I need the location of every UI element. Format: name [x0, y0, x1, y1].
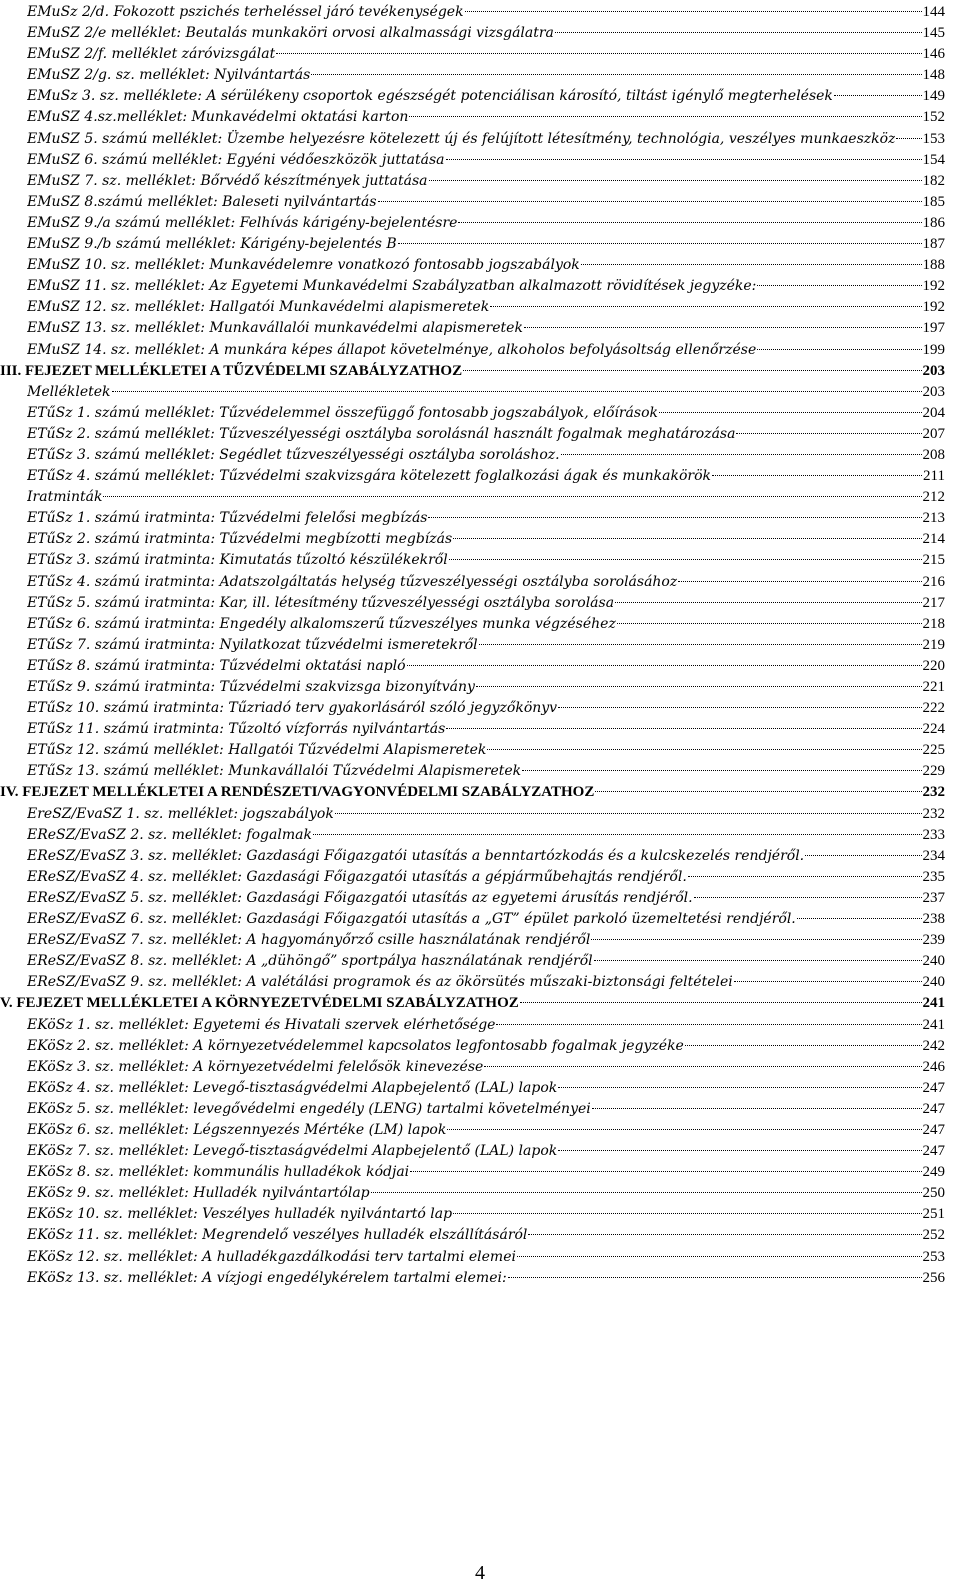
toc-entry-page: 211 — [923, 468, 945, 485]
toc-entry[interactable] — [27, 107, 945, 128]
toc-entry[interactable] — [27, 318, 945, 339]
dot-leader — [276, 53, 921, 54]
toc-entry-title: EKöSz 3. sz. melléklet: A környezetvédelmi felelősök kinevezése — [27, 1058, 484, 1075]
toc-entry-title: EMuSZ 8.számú melléklet: Baleseti nyilvántartás — [27, 193, 377, 210]
dot-leader — [688, 876, 922, 877]
toc-entry-title: ETűSz 2. számú melléklet: Tűzveszélyességi osztályba sorolásnál használt fogalmak meghatározása — [27, 425, 736, 442]
toc-entry-title: EKöSz 8. sz. melléklet: kommunális hulladékok kódjai — [27, 1164, 410, 1181]
dot-leader — [447, 1129, 921, 1130]
toc-entry-page: 239 — [922, 932, 945, 949]
dot-leader — [490, 306, 921, 307]
toc-entry-page: 197 — [922, 320, 945, 337]
dot-leader — [520, 1002, 922, 1003]
toc-chapter-heading[interactable] — [0, 361, 945, 382]
toc-entry-title: EMuSZ 14. sz. melléklet: A munkára képes állapot követelménye, alkoholos befolyásoltság ellenőrzése — [27, 341, 757, 358]
toc-entry-title: ETűSz 1. számú iratminta: Tűzvédelmi felelősi megbízás — [27, 510, 428, 527]
toc-entry-title: EMuSZ 6. számú melléklet: Egyéni védőeszközök juttatása — [27, 151, 445, 168]
toc-entry-page: 188 — [922, 257, 945, 274]
toc-entry-page: 153 — [922, 130, 945, 147]
toc-entry-title: EMuSZ 2/f. melléklet záróvizsgálat — [27, 46, 276, 63]
dot-leader — [558, 707, 921, 708]
toc-entry[interactable] — [27, 1036, 945, 1057]
toc-entry[interactable] — [27, 297, 945, 318]
toc-entry[interactable] — [27, 129, 945, 150]
toc-entry-title: ETűSz 10. számú iratminta: Tűzriadó terv gyakorlásáról szóló jegyzőkönyv — [27, 700, 558, 717]
dot-leader — [678, 581, 921, 582]
toc-entry-page: 247 — [922, 1079, 945, 1096]
toc-entry[interactable] — [27, 86, 945, 107]
toc-entry-title: EMuSz 2/d. Fokozott pszichés terheléssel járó tevékenységek — [27, 4, 464, 20]
toc-entry[interactable] — [27, 340, 945, 361]
table-of-contents — [0, 2, 945, 1289]
toc-entry-title: EKöSz 10. sz. melléklet: Veszélyes hulladék nyilvántartó lap — [27, 1206, 453, 1223]
dot-leader — [594, 960, 922, 961]
toc-entry[interactable] — [27, 909, 945, 930]
dot-leader — [313, 834, 922, 835]
toc-entry[interactable] — [27, 867, 945, 888]
toc-entry-title: IV. FEJEZET MELLÉKLETEI A RENDÉSZETI/VAGYONVÉDELMI SZABÁLYZATHOZ — [0, 784, 595, 801]
toc-entry-page: 250 — [922, 1185, 945, 1202]
toc-entry[interactable] — [27, 150, 945, 171]
toc-entry[interactable] — [27, 1225, 945, 1246]
toc-entry-page: 240 — [922, 953, 945, 970]
toc-entry-page: 149 — [922, 88, 945, 105]
toc-entry-page: 148 — [922, 67, 945, 84]
toc-entry-title: EKöSz 2. sz. melléklet: A környezetvédelemmel kapcsolatos legfontosabb fogalmak jegyzéke — [27, 1037, 684, 1054]
toc-entry-title: Iratminták — [27, 489, 103, 506]
toc-entry-page: 216 — [922, 573, 945, 590]
toc-entry-page: 249 — [922, 1164, 945, 1181]
toc-entry[interactable] — [27, 445, 945, 466]
toc-entry-title: EMuSz 3. sz. melléklete: A sérülékeny csoportok egészségét potenciálisan károsító, tiltást igénylő megterhelések — [27, 88, 833, 105]
dot-leader — [479, 644, 922, 645]
toc-entry-page: 247 — [922, 1121, 945, 1138]
toc-entry[interactable] — [27, 1141, 945, 1162]
toc-entry-title: ETűSz 7. számú iratminta: Nyilatkozat tűzvédelmi ismeretekről — [27, 636, 478, 653]
dot-leader — [446, 728, 921, 729]
dot-leader — [496, 1024, 921, 1025]
toc-entry-title: EKöSz 5. sz. melléklet: levegővédelmi engedély (LENG) tartalmi követelményei — [27, 1100, 591, 1117]
toc-entry-page: 234 — [922, 847, 945, 864]
dot-leader — [685, 1045, 922, 1046]
toc-entry[interactable] — [27, 698, 945, 719]
toc-entry[interactable] — [27, 1120, 945, 1141]
toc-entry[interactable] — [27, 1162, 945, 1183]
toc-entry-page: 251 — [922, 1206, 945, 1223]
toc-entry[interactable] — [27, 804, 945, 825]
toc-entry-page: 203 — [922, 362, 945, 379]
dot-leader — [896, 138, 921, 139]
toc-entry-page: 238 — [922, 911, 945, 928]
dot-leader — [112, 391, 922, 392]
toc-entry-page: 186 — [922, 214, 945, 231]
toc-entry-page: 222 — [922, 700, 945, 717]
dot-leader — [555, 32, 922, 33]
toc-entry-page: 256 — [922, 1269, 945, 1286]
toc-entry[interactable] — [27, 508, 945, 529]
toc-entry-title: EKöSz 11. sz. melléklet: Megrendelő veszélyes hulladék elszállításáról — [27, 1227, 528, 1244]
toc-entry-title: EKöSz 7. sz. melléklet: Levegő-tisztaságvédelmi Alapbejelentő (LAL) lapok — [27, 1143, 558, 1160]
toc-entry-page: 212 — [922, 489, 945, 506]
toc-entry-title: EKöSz 1. sz. melléklet: Egyetemi és Hivatali szervek elérhetősége — [27, 1016, 496, 1033]
dot-leader — [476, 686, 922, 687]
toc-entry-title: ETűSz 12. számú melléklet: Hallgatói Tűzvédelmi Alapismeretek — [27, 742, 487, 759]
toc-entry[interactable] — [27, 635, 945, 656]
dot-leader — [595, 791, 921, 792]
toc-entry-page: 229 — [922, 763, 945, 780]
toc-entry[interactable] — [27, 382, 945, 403]
dot-leader — [398, 243, 922, 244]
toc-entry-page: 220 — [922, 657, 945, 674]
toc-entry-page: 154 — [922, 151, 945, 168]
dot-leader — [446, 159, 922, 160]
dot-leader — [484, 1066, 921, 1067]
toc-entry[interactable] — [27, 65, 945, 86]
toc-entry-title: ETűSz 8. számú iratminta: Tűzvédelmi oktatási napló — [27, 657, 406, 674]
page-number: 4 — [475, 1562, 485, 1584]
toc-entry-page: 182 — [922, 172, 945, 189]
toc-entry[interactable] — [27, 466, 945, 487]
toc-entry[interactable] — [27, 951, 945, 972]
dot-leader — [558, 1150, 921, 1151]
toc-entry-page: 204 — [922, 404, 945, 421]
toc-entry[interactable] — [27, 171, 945, 192]
toc-entry-page: 246 — [922, 1058, 945, 1075]
dot-leader — [615, 602, 921, 603]
dot-leader — [797, 918, 922, 919]
toc-entry-title: EKöSz 12. sz. melléklet: A hulladékgazdálkodási terv tartalmi elemei — [27, 1248, 516, 1265]
toc-entry-title: EMuSZ 4.sz.melléklet: Munkavédelmi oktatási karton — [27, 109, 409, 126]
toc-entry[interactable] — [27, 234, 945, 255]
dot-leader — [694, 897, 922, 898]
dot-leader — [617, 623, 922, 624]
toc-entry-page: 203 — [922, 383, 945, 400]
dot-leader — [409, 116, 921, 117]
dot-leader — [428, 517, 921, 518]
dot-leader — [335, 813, 922, 814]
toc-entry[interactable] — [27, 614, 945, 635]
toc-entry-title: ETűSz 5. számú iratminta: Kar, ill. létesítmény tűzveszélyességi osztályba sorolása — [27, 594, 615, 611]
dot-leader — [561, 454, 922, 455]
toc-entry-title: EMuSZ 2/g. sz. melléklet: Nyilvántartás — [27, 67, 311, 84]
toc-entry-page: 242 — [922, 1037, 945, 1054]
toc-entry-page: 192 — [922, 278, 945, 295]
toc-entry-title: EMuSZ 9./b számú melléklet: Kárigény-bejelentés B — [27, 236, 397, 253]
toc-entry-title: EKöSz 4. sz. melléklet: Levegő-tisztaságvédelmi Alapbejelentő (LAL) lapok — [27, 1079, 558, 1096]
toc-entry-page: 152 — [922, 109, 945, 126]
dot-leader — [465, 11, 922, 12]
dot-leader — [736, 433, 921, 434]
toc-entry[interactable] — [27, 1078, 945, 1099]
toc-entry-page: 241 — [922, 995, 945, 1012]
toc-entry-page: 192 — [922, 299, 945, 316]
dot-leader — [487, 749, 921, 750]
toc-entry[interactable] — [27, 1099, 945, 1120]
dot-leader — [453, 538, 921, 539]
toc-entry-title: EReSZ/EvaSZ 5. sz. melléklet: Gazdasági Főigazgatói utasítás az egyetemi árusítás rendjéről. — [27, 889, 693, 906]
toc-entry-page: 233 — [922, 826, 945, 843]
toc-entry[interactable] — [27, 1204, 945, 1225]
dot-leader — [508, 1277, 922, 1278]
toc-entry[interactable] — [27, 487, 945, 508]
dot-leader — [524, 327, 922, 328]
dot-leader — [458, 222, 921, 223]
toc-entry-title: EReSZ/EvaSZ 7. sz. melléklet: A hagyományőrző csille használatának rendjéről — [27, 932, 591, 949]
toc-entry-title: ETűSz 6. számú iratminta: Engedély alkalomszerű tűzveszélyes munka végzéséhez — [27, 615, 616, 632]
toc-entry-title: EMuSZ 12. sz. melléklet: Hallgatói Munkavédelmi alapismeretek — [27, 299, 490, 316]
toc-entry[interactable] — [27, 972, 945, 993]
toc-chapter-heading[interactable] — [0, 782, 945, 803]
dot-leader — [522, 770, 921, 771]
toc-entry-title: EReSZ/EvaSZ 9. sz. melléklet: A valétálási programok és az ökörsütés műszaki-biztonsági feltételei — [27, 974, 733, 991]
toc-entry-title: EMuSZ 7. sz. melléklet: Bőrvédő készítmények juttatása — [27, 172, 428, 189]
toc-entry-page: 187 — [922, 236, 945, 253]
toc-entry[interactable] — [27, 1015, 945, 1036]
toc-entry-page: 221 — [922, 679, 945, 695]
toc-entry[interactable] — [27, 23, 945, 44]
dot-leader — [407, 665, 922, 666]
toc-entry-page: 208 — [922, 446, 945, 463]
toc-entry-title: EMuSZ 2/e melléklet: Beutalás munkaköri orvosi alkalmassági vizsgálatra — [27, 25, 554, 42]
toc-entry-title: V. FEJEZET MELLÉKLETEI A KÖRNYEZETVÉDELMI SZABÁLYZATHOZ — [0, 995, 519, 1012]
toc-entry-page: 235 — [922, 868, 945, 885]
toc-entry[interactable] — [27, 1057, 945, 1078]
dot-leader — [592, 1108, 922, 1109]
toc-entry-title: EReSZ/EvaSZ 4. sz. melléklet: Gazdasági Főigazgatói utasítás a gépjárműbehajtás rendjéről. — [27, 868, 687, 885]
dot-leader — [371, 1192, 922, 1193]
dot-leader — [103, 496, 921, 497]
toc-entry[interactable] — [27, 529, 945, 550]
dot-leader — [591, 939, 921, 940]
toc-entry[interactable] — [27, 424, 945, 445]
toc-entry-title: EMuSZ 10. sz. melléklet: Munkavédelemre vonatkozó fontosabb jogszabályok — [27, 257, 580, 274]
toc-entry[interactable] — [27, 213, 945, 234]
toc-entry-title: EKöSz 13. sz. melléklet: A vízjogi engedélykérelem tartalmi elemei: — [27, 1269, 507, 1286]
toc-entry-page: 145 — [922, 25, 945, 42]
dot-leader — [757, 285, 921, 286]
toc-entry-title: EMuSZ 5. számú melléklet: Üzembe helyezésre kötelezett új és felújított létesítmény, technológia, veszélyes munkaeszköz — [27, 130, 896, 147]
toc-entry[interactable] — [27, 572, 945, 593]
toc-entry[interactable] — [27, 1247, 945, 1268]
dot-leader — [712, 475, 922, 476]
toc-entry-page: 247 — [922, 1100, 945, 1117]
toc-entry-title: EReSZ/EvaSZ 8. sz. melléklet: A „dühöngő” sportpálya használatának rendjéről — [27, 953, 593, 970]
toc-entry[interactable] — [27, 192, 945, 213]
toc-entry-page: 219 — [922, 636, 945, 653]
toc-entry[interactable] — [27, 677, 945, 698]
dot-leader — [517, 1256, 922, 1257]
toc-entry-page: 215 — [922, 552, 945, 569]
toc-entry-title: EKöSz 6. sz. melléklet: Légszennyezés Mértéke (LM) lapok — [27, 1121, 447, 1138]
dot-leader — [410, 1171, 921, 1172]
toc-entry-title: ETűSz 3. számú melléklet: Segédlet tűzveszélyességi osztályba soroláshoz. — [27, 446, 560, 463]
toc-entry-page: 199 — [922, 341, 945, 358]
toc-entry[interactable] — [27, 593, 945, 614]
toc-entry[interactable] — [27, 276, 945, 297]
dot-leader — [311, 74, 921, 75]
toc-entry-title: ETűSz 3. számú iratminta: Kimutatás tűzoltó készülékekről — [27, 552, 448, 569]
toc-entry-page: 213 — [922, 510, 945, 527]
toc-entry-title: ETűSz 4. számú iratminta: Adatszolgáltatás helység tűzveszélyességi osztályba sorolásához — [27, 573, 678, 590]
toc-entry[interactable] — [27, 1183, 945, 1204]
toc-entry-title: ETűSz 2. számú iratminta: Tűzvédelmi megbízotti megbízás — [27, 531, 453, 548]
toc-entry-page: 217 — [922, 594, 945, 611]
toc-chapter-heading[interactable] — [0, 993, 945, 1014]
toc-entry-page: 247 — [922, 1143, 945, 1160]
toc-entry[interactable] — [27, 1268, 945, 1289]
dot-leader — [429, 180, 922, 181]
dot-leader — [659, 412, 922, 413]
toc-entry[interactable] — [27, 719, 945, 740]
toc-entry[interactable] — [27, 740, 945, 761]
dot-leader — [453, 1213, 921, 1214]
toc-entry[interactable] — [27, 825, 945, 846]
toc-entry[interactable] — [27, 403, 945, 424]
toc-entry-title: EKöSz 9. sz. melléklet: Hulladék nyilvántartólap — [27, 1185, 370, 1202]
toc-entry-page: 232 — [922, 784, 945, 801]
dot-leader — [528, 1234, 921, 1235]
toc-entry-title: ETűSz 11. számú iratminta: Tűzoltó vízforrás nyilvántartás — [27, 721, 446, 738]
toc-entry-title: ETűSz 13. számú melléklet: Munkavállalói Tűzvédelmi Alapismeretek — [27, 763, 522, 780]
dot-leader — [463, 370, 921, 371]
toc-entry-page: 240 — [922, 974, 945, 991]
toc-entry-title: EMuSZ 9./a számú melléklet: Felhívás kárigény-bejelentésre — [27, 214, 458, 231]
dot-leader — [378, 201, 922, 202]
toc-entry-page: 146 — [922, 46, 945, 63]
dot-leader — [558, 1087, 921, 1088]
dot-leader — [449, 559, 922, 560]
toc-entry-page: 241 — [922, 1016, 945, 1033]
toc-entry-page: 253 — [922, 1248, 945, 1265]
toc-entry-page: 214 — [922, 531, 945, 548]
toc-entry[interactable] — [27, 888, 945, 909]
toc-entry-page: 144 — [922, 4, 945, 20]
toc-entry[interactable] — [27, 2, 945, 23]
toc-entry[interactable] — [27, 846, 945, 867]
dot-leader — [734, 981, 922, 982]
toc-entry-title: ETűSz 4. számú melléklet: Tűzvédelmi szakvizsgára kötelezett foglalkozási ágak és munkakörök — [27, 468, 712, 485]
toc-entry-title: EReSZ/EvaSZ 6. sz. melléklet: Gazdasági Főigazgatói utasítás a „GT” épület parkoló üzemeltetési rendjéről. — [27, 911, 796, 928]
toc-entry-title: EMuSZ 13. sz. melléklet: Munkavállalói munkavédelmi alapismeretek — [27, 320, 523, 337]
toc-entry-page: 237 — [922, 889, 945, 906]
dot-leader — [757, 349, 921, 350]
dot-leader — [805, 855, 921, 856]
toc-entry-title: ETűSz 1. számú melléklet: Tűzvédelemmel összefüggő fontosabb jogszabályok, előírások — [27, 404, 658, 421]
toc-entry[interactable] — [27, 550, 945, 571]
toc-entry-page: 224 — [922, 721, 945, 738]
toc-entry-page: 185 — [922, 193, 945, 210]
toc-entry-page: 225 — [922, 742, 945, 759]
toc-entry-page: 232 — [922, 805, 945, 822]
toc-entry[interactable] — [27, 656, 945, 677]
toc-entry-title: Mellékletek — [27, 383, 111, 400]
toc-entry-title: ETűSz 9. számú iratminta: Tűzvédelmi szakvizsga bizonyítvány — [27, 679, 475, 695]
toc-entry[interactable] — [27, 761, 945, 782]
toc-entry[interactable] — [27, 255, 945, 276]
toc-entry-title: EMuSZ 11. sz. melléklet: Az Egyetemi Munkavédelmi Szabályzatban alkalmazott rövidítések jegyzéke: — [27, 278, 757, 295]
toc-entry-page: 252 — [922, 1227, 945, 1244]
toc-entry-page: 218 — [922, 615, 945, 632]
toc-entry[interactable] — [27, 930, 945, 951]
toc-entry-title: EReSZ/EvaSZ 2. sz. melléklet: fogalmak — [27, 826, 312, 843]
toc-entry-title: EReSZ/EvaSZ 3. sz. melléklet: Gazdasági Főigazgatói utasítás a benntartózkodás és a kulcskezelés rendjéről. — [27, 847, 805, 864]
toc-entry-title: EreSZ/EvaSZ 1. sz. melléklet: jogszabályok — [27, 805, 334, 822]
toc-entry-title: III. FEJEZET MELLÉKLETEI A TŰZVÉDELMI SZABÁLYZATHOZ — [0, 362, 463, 379]
dot-leader — [834, 95, 922, 96]
toc-entry-page: 207 — [922, 425, 945, 442]
toc-entry[interactable] — [27, 44, 945, 65]
dot-leader — [581, 264, 922, 265]
